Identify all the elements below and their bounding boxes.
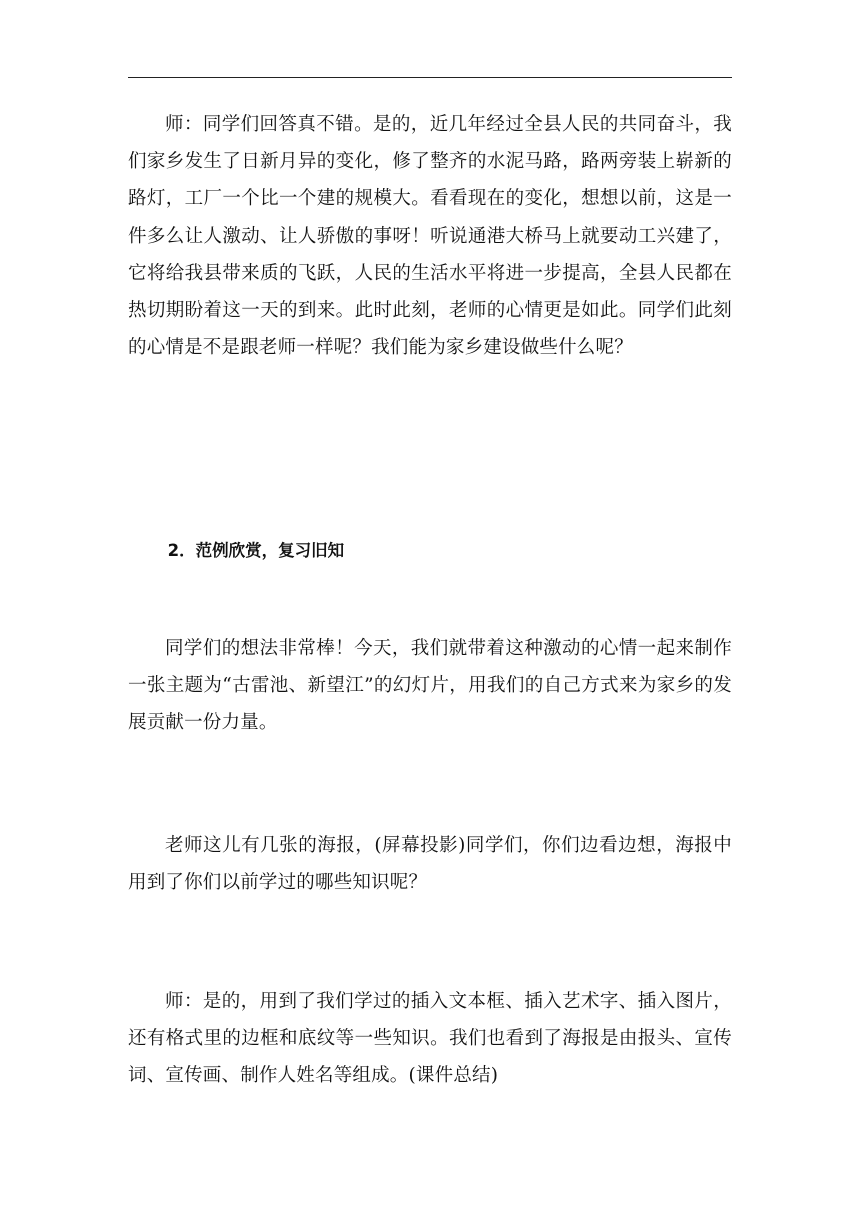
header-rule xyxy=(128,77,732,78)
paragraph-activity-intro: 同学们的想法非常棒！今天，我们就带着这种激动的心情一起来制作一张主题为“古雷池、新望江”的幻灯片，用我们的自己方式来为家乡的发展贡献一份力量。 xyxy=(128,638,732,734)
section-heading: 2．范例欣赏，复习旧知 xyxy=(167,541,345,560)
paragraph-teacher-summary: 师：是的，用到了我们学过的插入文本框、插入艺术字、插入图片，还有格式里的边框和底纹等一些知识。我们也看到了海报是由报头、宣传词、宣传画、制作人姓名等组成。(课件总结) xyxy=(128,991,732,1087)
paragraph-poster-question: 老师这儿有几张的海报，(屏幕投影)同学们，你们边看边想，海报中用到了你们以前学过的哪些知识呢？ xyxy=(128,835,732,894)
paragraph-teacher-intro: 师：同学们回答真不错。是的，近几年经过全县人民的共同奋斗，我们家乡发生了日新月异的变化，修了整齐的水泥马路，路两旁装上崭新的路灯，工厂一个比一个建的规模大。看看现在的变化，想想以前，这是一件多么让人激动、让人骄傲的事呀！听说通港大桥马上就要动工兴建了，它将给我县带来质的飞跃，人民的生活水平将进一步提高，全县人民都在热切期盼着这一天的到来。此时此刻，老师的心情更是如此。同学们此刻的心情是不是跟老师一样呢？我们能为家乡建设做些什么呢？ xyxy=(128,114,732,359)
document-body xyxy=(128,106,732,1087)
